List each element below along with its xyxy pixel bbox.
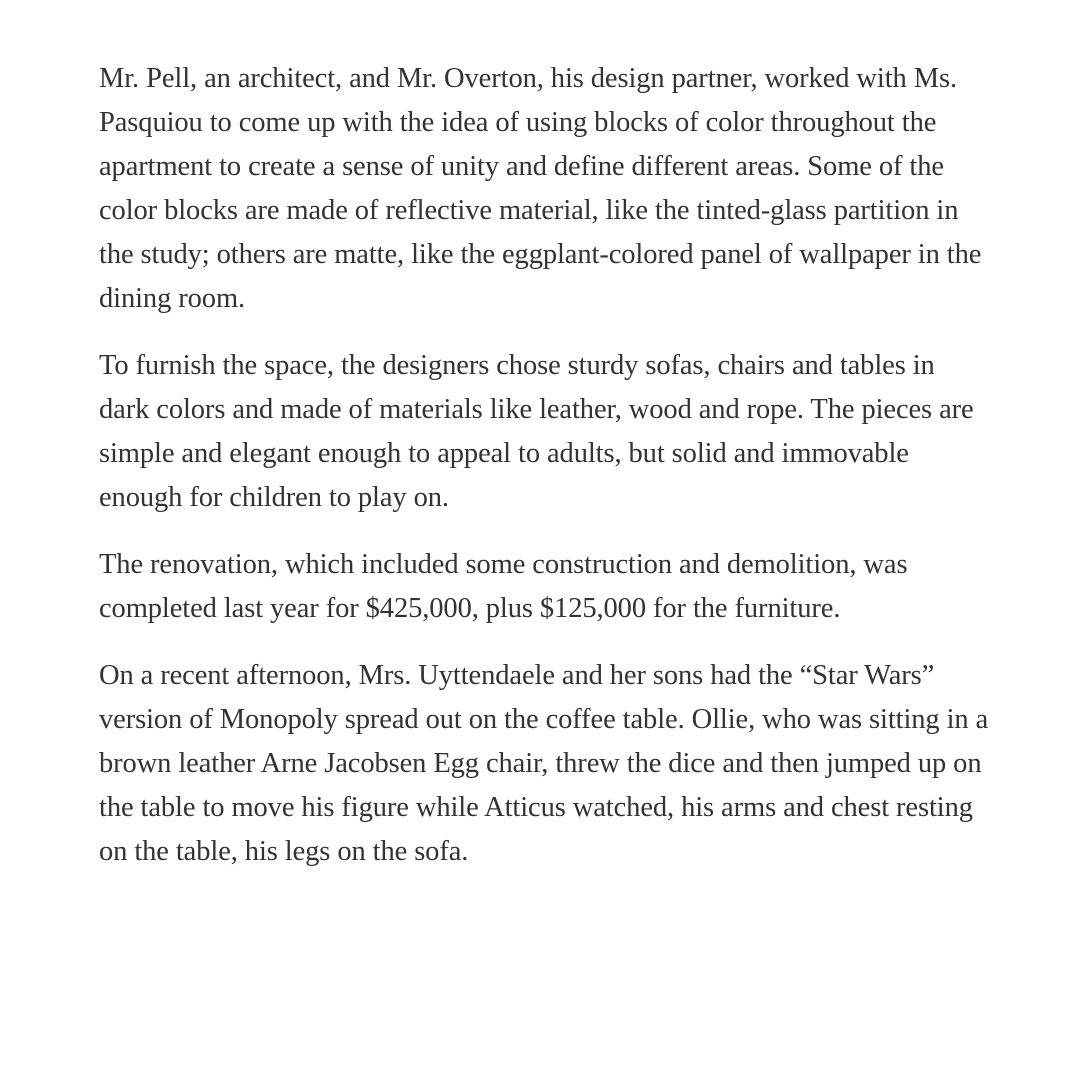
article-body: [99, 57, 989, 897]
article-paragraph: On a recent afternoon, Mrs. Uyttendaele and her sons had the “Star Wars” version of Monopoly spread out on the coffee table. Ollie, who was sitting in a brown leather Arne Jacobsen Egg chair, threw the dice and then jumped up on the table to move his figure while Atticus watched, his arms and chest resting on the table, his legs on the sofa.: [99, 660, 989, 867]
article-paragraph: Mr. Pell, an architect, and Mr. Overton, his design partner, worked with Ms. Pasquiou to come up with the idea of using blocks of color throughout the apartment to create a sense of unity and define different areas. Some of the color blocks are made of reflective material, like the tinted-glass partition in the study; others are matte, like the eggplant-colored panel of wallpaper in the dining room.: [99, 63, 982, 314]
article-paragraph: The renovation, which included some construction and demolition, was completed last year for $425,000, plus $125,000 for the furniture.: [99, 549, 908, 624]
article-paragraph: To furnish the space, the designers chose sturdy sofas, chairs and tables in dark colors and made of materials like leather, wood and rope. The pieces are simple and elegant enough to appeal to adults, but solid and immovable enough for children to play on.: [99, 350, 974, 513]
